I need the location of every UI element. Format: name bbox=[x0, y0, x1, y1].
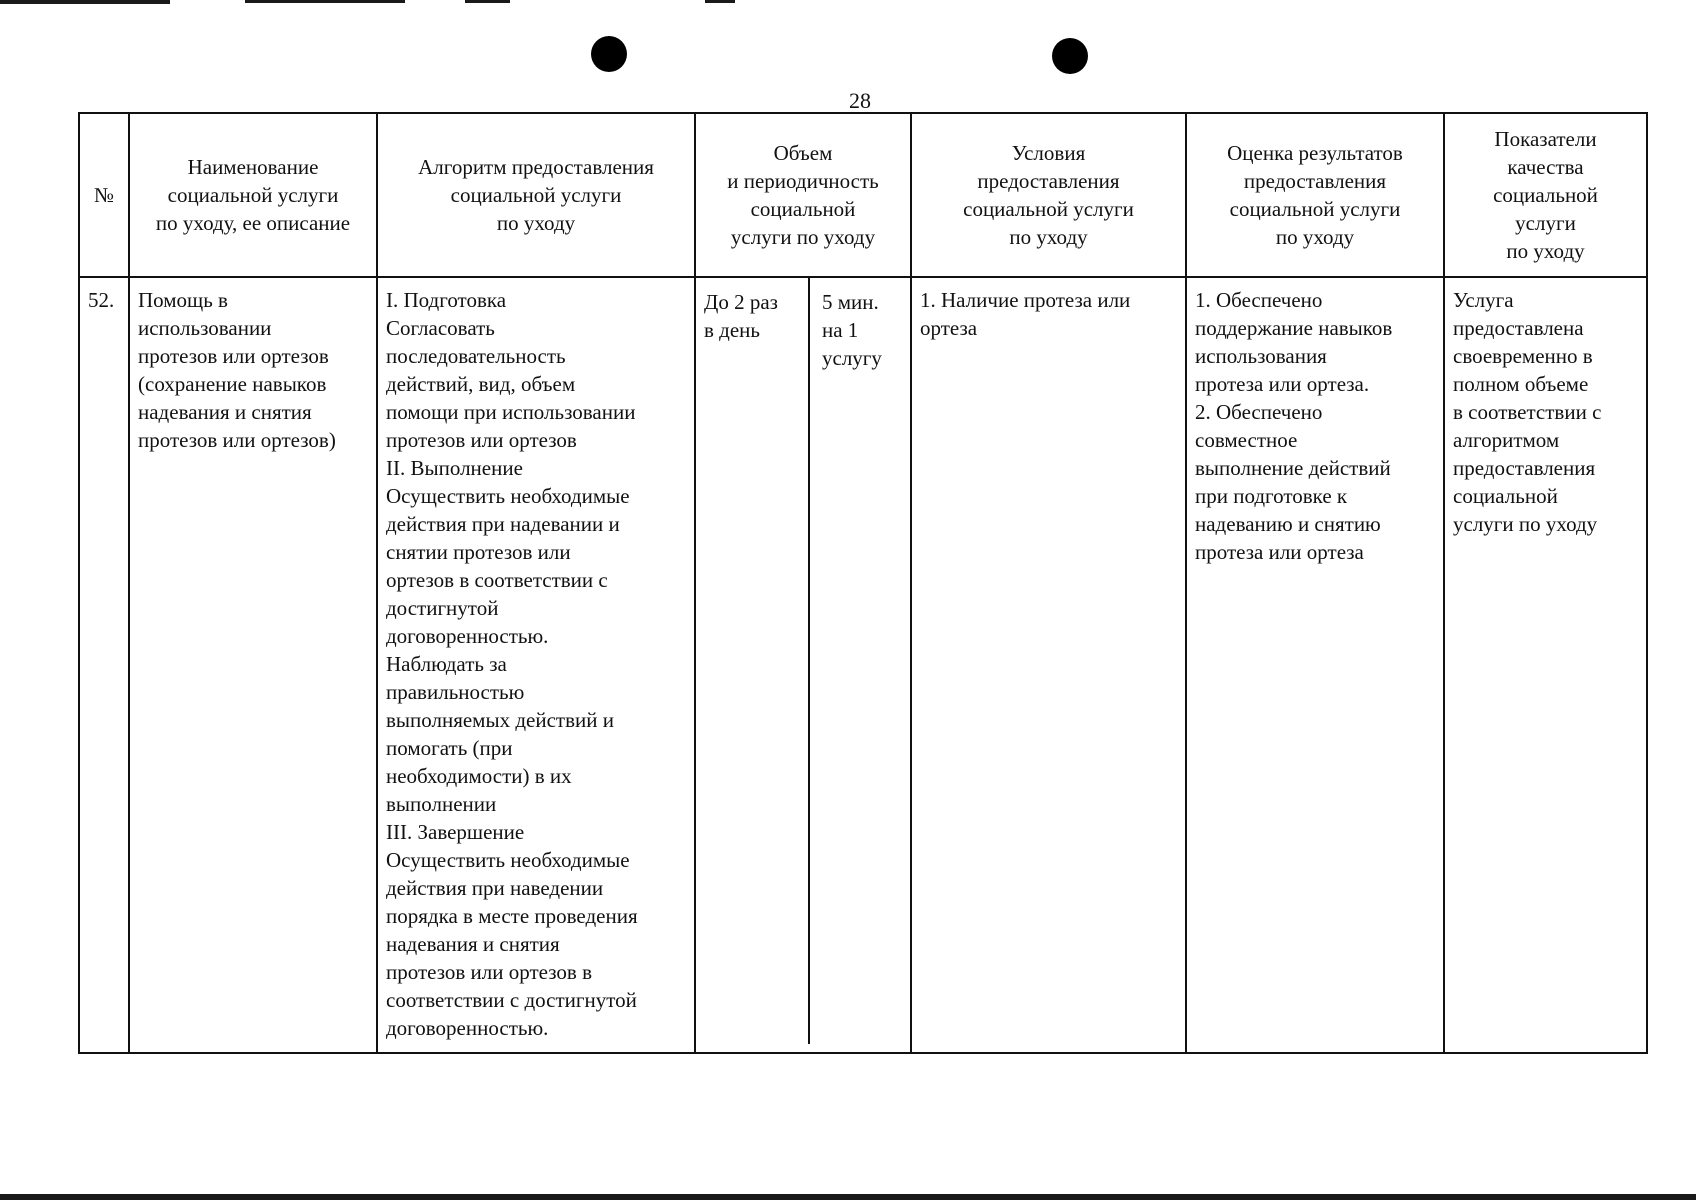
row-number: 52. bbox=[79, 277, 129, 1053]
header-quality: Показатели качества социальной услуги по уходу bbox=[1444, 113, 1647, 277]
table-header-row bbox=[79, 113, 1647, 277]
scan-edge-top-left bbox=[0, 0, 170, 4]
header-number: № bbox=[79, 113, 129, 277]
services-table bbox=[78, 112, 1648, 1054]
row-volume-cell bbox=[695, 277, 911, 1053]
scan-edge-top-mid2 bbox=[465, 0, 510, 3]
row-conditions: 1. Наличие протеза или ортеза bbox=[911, 277, 1186, 1053]
row-evaluation: 1. Обеспечено поддержание навыков использования протеза или ортеза. 2. Обеспечено совместное выполнение действий при подготовке к надеванию и снятию протеза или ортеза bbox=[1186, 277, 1444, 1053]
scan-edge-top-mid bbox=[245, 0, 405, 3]
scan-edge-bottom bbox=[0, 1194, 1696, 1200]
header-algorithm: Алгоритм предоставления социальной услуги по уходу bbox=[377, 113, 695, 277]
row-frequency: До 2 раз в день bbox=[696, 278, 810, 1044]
row-service-name: Помощь в использовании протезов или ортезов (сохранение навыков надевания и снятия протезов или ортезов) bbox=[129, 277, 377, 1053]
scan-edge-top-right bbox=[705, 0, 735, 3]
row-quality: Услуга предоставлена своевременно в полном объеме в соответствии с алгоритмом предоставления социальной услуги по уходу bbox=[1444, 277, 1647, 1053]
page-number: 28 bbox=[849, 88, 871, 113]
header-conditions: Условия предоставления социальной услуги по уходу bbox=[911, 113, 1186, 277]
punch-hole-left bbox=[591, 36, 627, 72]
header-volume: Объем и периодичность социальной услуги по уходу bbox=[695, 113, 911, 277]
row-algorithm: I. Подготовка Согласовать последовательность действий, вид, объем помощи при использовании протезов или ортезов II. Выполнение Осуществить необходимые действия при надевании и снятии протезов или ортезов в соответствии с достигнутой договоренностью. Наблюдать за правильностью выполняемых действий и помогать (при необходимости) в их выполнении III. Завершение Осуществить необходимые действия при наведении порядка в месте проведения надевания и снятия протезов или ортезов в соответствии с достигнутой договоренностью. bbox=[377, 277, 695, 1053]
header-evaluation: Оценка результатов предоставления социальной услуги по уходу bbox=[1186, 113, 1444, 277]
row-duration: 5 мин. на 1 услугу bbox=[822, 290, 882, 370]
table-row bbox=[79, 277, 1647, 1053]
punch-hole-right bbox=[1052, 38, 1088, 74]
header-name: Наименование социальной услуги по уходу, ее описание bbox=[129, 113, 377, 277]
